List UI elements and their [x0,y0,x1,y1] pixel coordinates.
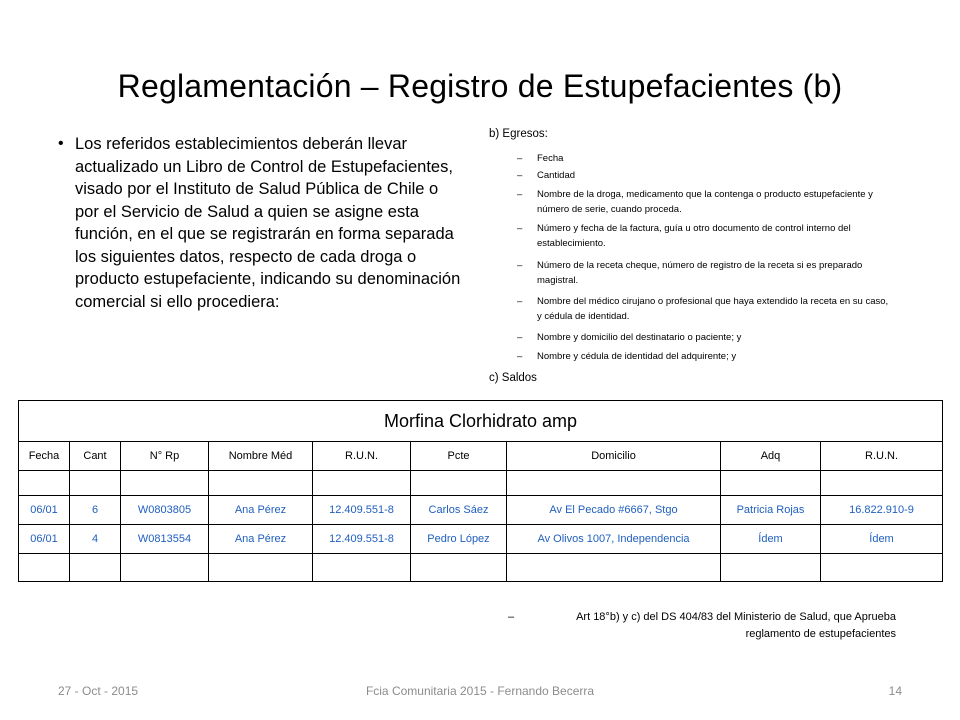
column-header: R.U.N. [313,442,411,471]
table-cell [313,554,411,582]
table-cell [507,471,721,496]
column-header: Cant [70,442,121,471]
dash-marker: – [517,260,523,271]
egresos-item-text: Fecha [537,153,564,164]
table-cell: W0803805 [121,496,209,525]
dash-marker: – [517,189,523,200]
table-cell: 16.822.910-9 [821,496,943,525]
egresos-item-text: Nombre de la droga, medicamento que la contenga o producto estupefaciente y número de serie, cuando proceda. [537,189,873,215]
table-cell [821,471,943,496]
column-header: Nombre Méd [209,442,313,471]
table-cell [70,471,121,496]
table-cell: Carlos Sáez [411,496,507,525]
table-cell [121,471,209,496]
column-header: R.U.N. [821,442,943,471]
table-cell: 12.409.551-8 [313,525,411,554]
table-cell: W0813554 [121,525,209,554]
table-cell: Av El Pecado #6667, Stgo [507,496,721,525]
bullet-text: Los referidos establecimientos deberán llevar actualizado un Libro de Control de Estupefacientes, visado por el Instituto de Salud Pública de Chile o por el Servicio de Salud a quien se asigne esta función, en el que se registrarán en forma separada los siguientes datos, respecto de cada droga o producto estupefaciente, indicando su denominación comercial si ello procediera: [75,135,461,311]
footer-center-text: Fcia Comunitaria 2015 - Fernando Becerra [365,684,595,698]
table-cell: Patricia Rojas [721,496,821,525]
column-header: Pcte [411,442,507,471]
table-cell: 6 [70,496,121,525]
egresos-item-text: Nombre y domicilio del destinatario o paciente; y [537,332,742,343]
morfina-record-table [18,400,943,582]
saldos-heading: c) Saldos [489,372,537,384]
column-header: Adq [721,442,821,471]
table-cell [19,554,70,582]
table-cell: Ídem [821,525,943,554]
table-caption: Morfina Clorhidrato amp [19,401,943,442]
table-cell [70,554,121,582]
table-cell [19,471,70,496]
egresos-item-text: Nombre del médico cirujano o profesional que haya extendido la receta en su caso, y cédula de identidad. [537,296,889,322]
table-cell [507,554,721,582]
table-row [19,496,943,525]
dash-marker: – [517,296,523,307]
egresos-item-text: Número de la receta cheque, número de registro de la receta si es preparado magistral. [537,260,863,286]
egresos-item-text: Cantidad [537,170,576,181]
table-cell [411,471,507,496]
table-cell: 06/01 [19,525,70,554]
table-cell: Av Olivos 1007, Independencia [507,525,721,554]
empty-row [19,471,943,496]
egresos-item-text: Número y fecha de la factura, guía u otro documento de control interno del establecimiento. [537,223,851,249]
page-number: 14 [888,684,902,698]
table-cell: 06/01 [19,496,70,525]
table-cell [411,554,507,582]
table-cell: Pedro López [411,525,507,554]
bullet-marker: • [58,135,64,152]
table-cell: Ana Pérez [209,525,313,554]
dash-marker: – [508,611,515,623]
table-cell: Ana Pérez [209,496,313,525]
table-row [19,525,943,554]
table-cell [209,471,313,496]
dash-marker: – [517,153,523,164]
table-cell: 4 [70,525,121,554]
table-cell [721,554,821,582]
table-header-row [19,442,943,471]
egresos-heading: b) Egresos: [489,128,548,140]
table-cell [313,471,411,496]
column-header: Fecha [19,442,70,471]
dash-marker: – [517,332,523,343]
dash-marker: – [517,351,523,362]
table-cell [209,554,313,582]
footnote-text: Art 18°b) y c) del DS 404/83 del Ministerio de Salud, que Aprueba reglamento de estupefacientes [576,611,896,640]
table-cell: 12.409.551-8 [313,496,411,525]
dash-marker: – [517,170,523,181]
slide-title: Reglamentación – Registro de Estupefacientes (b) [117,68,843,104]
empty-row [19,554,943,582]
table-cell [821,554,943,582]
table-cell [121,554,209,582]
column-header: Domicilio [507,442,721,471]
dash-marker: – [517,223,523,234]
table-cell: Ídem [721,525,821,554]
egresos-item-text: Nombre y cédula de identidad del adquirente; y [537,351,737,362]
footer-date: 27 - Oct - 2015 [58,684,139,698]
column-header: N° Rp [121,442,209,471]
table-cell [721,471,821,496]
